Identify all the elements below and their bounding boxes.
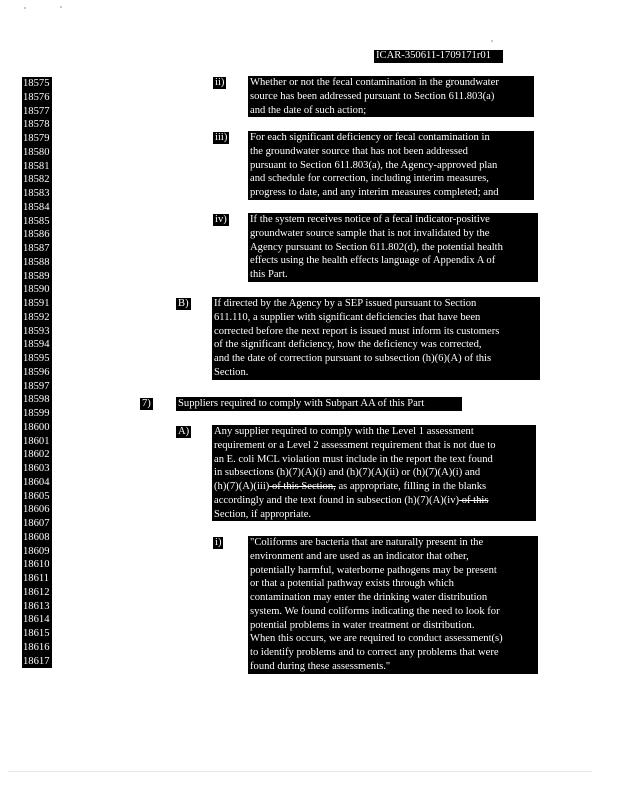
line-number: 18599 bbox=[22, 407, 52, 421]
text-line: "Coliforms are bacteria that are naturally present in the bbox=[250, 537, 484, 548]
text-line: in subsections (h)(7)(A)(i) and (h)(7)(A)(ii) or (h)(7)(A)(i) and bbox=[214, 467, 481, 479]
line-number: 18603 bbox=[22, 462, 52, 476]
line-number: 18606 bbox=[22, 503, 52, 517]
text-line: of the significant deficiency, how the deficiency was corrected, bbox=[214, 339, 482, 351]
text-line: For each significant deficiency or fecal contamination in bbox=[250, 132, 490, 143]
line-number: 18586 bbox=[22, 228, 52, 242]
text-line: pursuant to Section 611.803(a), the Agency-approved plan bbox=[250, 159, 498, 171]
line-number: 18581 bbox=[22, 160, 52, 174]
text-line: to identify problems and to correct any problems that were bbox=[250, 647, 499, 658]
text-line: requirement or a Level 2 assessment requirement that is not due to bbox=[214, 439, 496, 451]
text-line: effects using the health effects language of Appendix A of bbox=[250, 255, 496, 267]
line-number: 18579 bbox=[22, 132, 52, 146]
footer-divider bbox=[8, 771, 592, 772]
text-line bbox=[214, 480, 536, 494]
text-line: potentially harmful, waterborne pathogens may be present bbox=[250, 564, 497, 576]
scan-speck bbox=[24, 7, 26, 9]
line-number: 18576 bbox=[22, 91, 52, 105]
line-number: 18580 bbox=[22, 146, 52, 160]
text-line: potential problems in water treatment or distribution. bbox=[250, 619, 475, 631]
text-run: accordingly and the text found in subsection (h)(7)(A)(iv) bbox=[214, 494, 460, 506]
line-number: 18597 bbox=[22, 380, 52, 394]
text-line: Whether or not the fecal contamination in the groundwater bbox=[250, 77, 499, 88]
scan-speck bbox=[60, 6, 62, 8]
line-number: 18589 bbox=[22, 270, 52, 284]
line-number-column bbox=[22, 77, 52, 668]
line-number: 18611 bbox=[22, 572, 52, 586]
line-number: 18615 bbox=[22, 627, 52, 641]
text-line: and the date of correction pursuant to subsection (h)(6)(A) of this bbox=[214, 353, 492, 364]
deleted-text: of this bbox=[459, 494, 489, 506]
text-line: found during these assessments." bbox=[250, 660, 391, 672]
line-number: 18617 bbox=[22, 655, 52, 669]
text-line: Suppliers required to comply with Subpart AA of this Part bbox=[178, 398, 425, 409]
line-number: 18601 bbox=[22, 435, 52, 449]
line-number: 18585 bbox=[22, 215, 52, 229]
line-number: 18605 bbox=[22, 490, 52, 504]
item-marker-iv: iv) bbox=[215, 214, 227, 225]
text-line: groundwater source sample that is not invalidated by the bbox=[250, 227, 490, 239]
text-run: (h)(7)(A)(iii) bbox=[214, 481, 270, 492]
text-line: an E. coli MCL violation must include in the report the text found bbox=[214, 453, 493, 465]
text-line: corrected before the next report is issued must inform its customers bbox=[214, 325, 500, 337]
line-number: 18600 bbox=[22, 421, 52, 435]
line-number: 18578 bbox=[22, 118, 52, 132]
line-number: 18604 bbox=[22, 476, 52, 490]
paragraph-7-heading bbox=[176, 397, 462, 411]
line-number: 18595 bbox=[22, 352, 52, 366]
text-run: as appropriate, filling in the blanks bbox=[335, 481, 487, 492]
line-number: 18616 bbox=[22, 641, 52, 655]
item-marker-ii: ii) bbox=[215, 77, 225, 88]
line-number: 18582 bbox=[22, 173, 52, 187]
text-line: 611.110, a supplier with significant deficiencies that have been bbox=[214, 311, 481, 323]
text-line: environment and are used as an indicator that other, bbox=[250, 550, 469, 562]
line-number: 18594 bbox=[22, 338, 52, 352]
line-number: 18610 bbox=[22, 558, 52, 572]
text-line bbox=[214, 494, 536, 508]
item-marker-i: i) bbox=[215, 537, 222, 548]
line-number: 18593 bbox=[22, 325, 52, 339]
text-line: or that a potential pathway exists through which bbox=[250, 578, 454, 590]
line-number: 18608 bbox=[22, 531, 52, 545]
paragraph-iv bbox=[248, 213, 538, 282]
text-line: When this occurs, we are required to conduct assessment(s) bbox=[250, 633, 503, 645]
line-number: 18590 bbox=[22, 283, 52, 297]
line-number: 18596 bbox=[22, 366, 52, 380]
text-line: and schedule for correction, including interim measures, bbox=[250, 173, 489, 185]
paragraph-i bbox=[248, 536, 538, 674]
item-marker-b: B) bbox=[178, 298, 189, 309]
text-line: Agency pursuant to Section 611.802(d), the potential health bbox=[250, 241, 503, 253]
paragraph-b bbox=[212, 297, 540, 380]
scan-speck bbox=[491, 40, 493, 42]
text-line: system. We found coliforms indicating the need to look for bbox=[250, 605, 500, 617]
deleted-text: of this Section, bbox=[269, 481, 336, 492]
text-line: Section, if appropriate. bbox=[214, 508, 312, 520]
text-line: source has been addressed pursuant to Section 611.803(a) bbox=[250, 90, 495, 102]
text-line: this Part. bbox=[250, 269, 288, 280]
text-line: and the date of such action; bbox=[250, 104, 367, 116]
line-number: 18584 bbox=[22, 201, 52, 215]
line-number: 18577 bbox=[22, 105, 52, 119]
paragraph-ii bbox=[248, 76, 534, 117]
text-line: If directed by the Agency by a SEP issued pursuant to Section bbox=[214, 298, 477, 309]
text-line: Any supplier required to comply with the Level 1 assessment bbox=[214, 426, 474, 437]
line-number: 18588 bbox=[22, 256, 52, 270]
line-number: 18607 bbox=[22, 517, 52, 531]
paragraph-iii bbox=[248, 131, 534, 200]
text-line: the groundwater source that has not been addressed bbox=[250, 145, 468, 157]
line-number: 18609 bbox=[22, 545, 52, 559]
text-line: Section. bbox=[214, 366, 249, 378]
line-number: 18602 bbox=[22, 448, 52, 462]
text-line: contamination may enter the drinking water distribution bbox=[250, 592, 488, 603]
line-number: 18587 bbox=[22, 242, 52, 256]
paragraph-a bbox=[212, 425, 536, 521]
line-number: 18613 bbox=[22, 600, 52, 614]
line-number: 18583 bbox=[22, 187, 52, 201]
line-number: 18591 bbox=[22, 297, 52, 311]
item-marker-7: 7) bbox=[142, 398, 151, 409]
line-number: 18614 bbox=[22, 613, 52, 627]
item-marker-iii: iii) bbox=[215, 132, 228, 143]
line-number: 18592 bbox=[22, 311, 52, 325]
docket-header: ICAR-350611-1709171r01 bbox=[374, 50, 503, 63]
text-line: progress to date, and any interim measures completed; and bbox=[250, 187, 499, 198]
line-number: 18598 bbox=[22, 393, 52, 407]
text-line: If the system receives notice of a fecal indicator-positive bbox=[250, 214, 490, 225]
line-number: 18612 bbox=[22, 586, 52, 600]
line-number: 18575 bbox=[22, 77, 52, 91]
item-marker-a: A) bbox=[178, 426, 190, 437]
